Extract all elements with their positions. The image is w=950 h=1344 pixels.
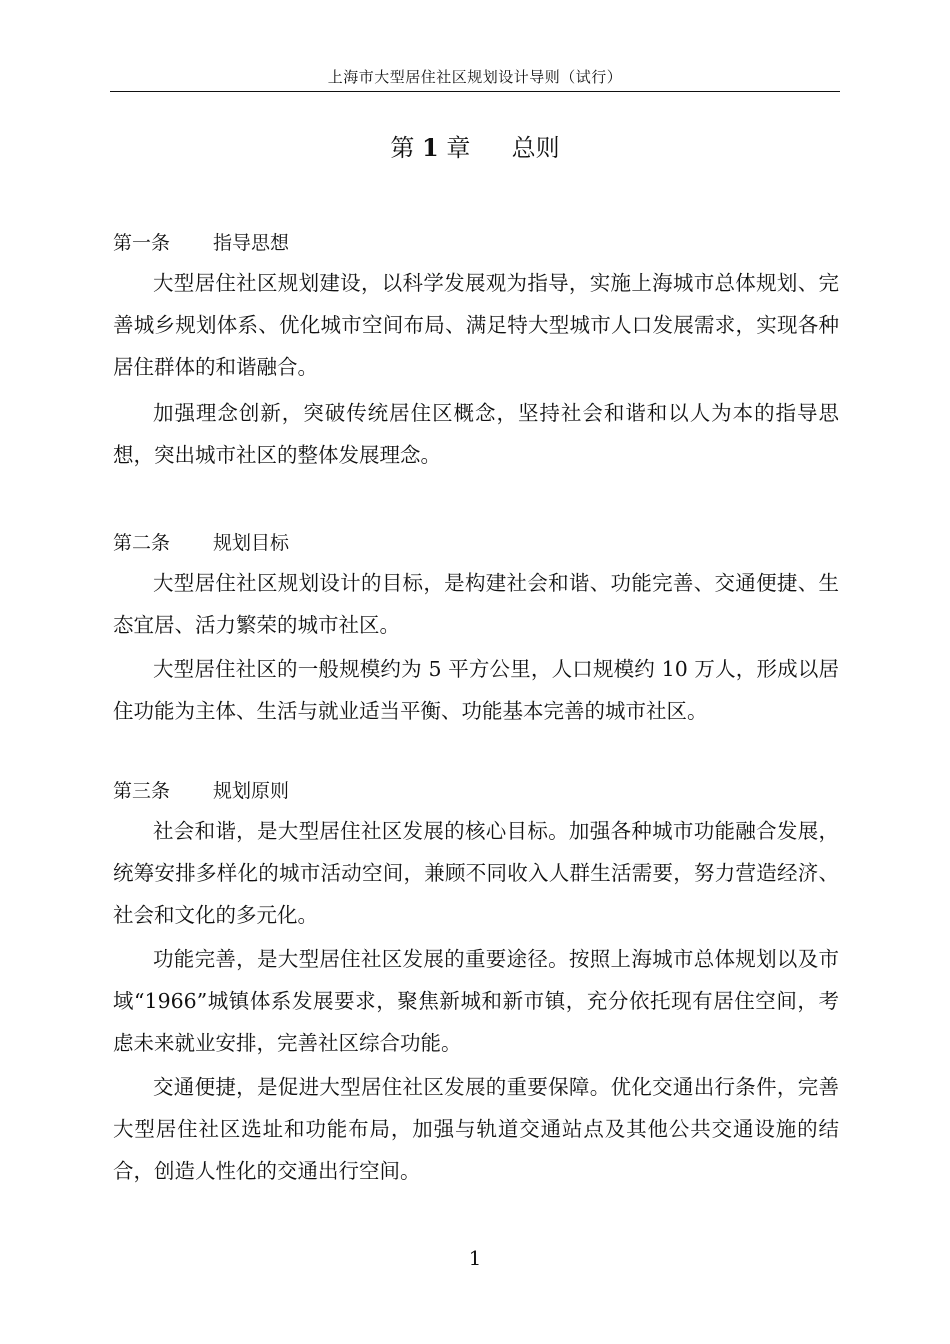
running-header: 上海市大型居住社区规划设计导则（试行） <box>327 68 623 86</box>
paragraph: 大型居住社区规划建设，以科学发展观为指导，实施上海城市总体规划、完善城乡规划体系、优化城市空间布局、满足特大型城市人口发展需求，实现各种居住群体的和谐融合。 <box>113 271 839 379</box>
header-rule <box>110 91 840 92</box>
article-heading <box>113 228 289 255</box>
article-number: 第一条 <box>113 232 171 254</box>
paragraph: 交通便捷，是促进大型居住社区发展的重要保障。优化交通出行条件，完善大型居住社区选址和功能布局，加强与轨道交通站点及其他公共交通设施的结合，创造人性化的交通出行空间。 <box>113 1075 839 1183</box>
chapter-prefix: 第 <box>390 134 415 162</box>
article-heading <box>113 528 289 555</box>
chapter-number: 1 <box>422 133 439 162</box>
paragraph: 加强理念创新，突破传统居住区概念，坚持社会和谐和以人为本的指导思想，突出城市社区的整体发展理念。 <box>113 401 839 467</box>
article-title: 规划目标 <box>213 532 290 554</box>
paragraph: 社会和谐，是大型居住社区发展的核心目标。加强各种城市功能融合发展，统筹安排多样化的城市活动空间，兼顾不同收入人群生活需要，努力营造经济、社会和文化的多元化。 <box>113 819 839 927</box>
paragraph: 大型居住社区的一般规模约为 5 平方公里，人口规模约 10 万人，形成以居住功能为主体、生活与就业适当平衡、功能基本完善的城市社区。 <box>113 657 839 723</box>
chapter-title <box>110 128 840 163</box>
article-title: 规划原则 <box>213 780 290 802</box>
article-number: 第二条 <box>113 532 171 554</box>
article-number: 第三条 <box>113 780 171 802</box>
page-number: 1 <box>468 1246 482 1270</box>
article-heading <box>113 776 289 803</box>
paragraph: 功能完善，是大型居住社区发展的重要途径。按照上海城市总体规划以及市域“1966”城镇体系发展要求，聚焦新城和新市镇，充分依托现有居住空间，考虑未来就业安排，完善社区综合功能。 <box>113 947 839 1055</box>
chapter-name: 总则 <box>511 134 560 162</box>
article-title: 指导思想 <box>213 232 290 254</box>
paragraph: 大型居住社区规划设计的目标，是构建社会和谐、功能完善、交通便捷、生态宜居、活力繁荣的城市社区。 <box>113 571 839 637</box>
chapter-suffix: 章 <box>446 134 471 162</box>
